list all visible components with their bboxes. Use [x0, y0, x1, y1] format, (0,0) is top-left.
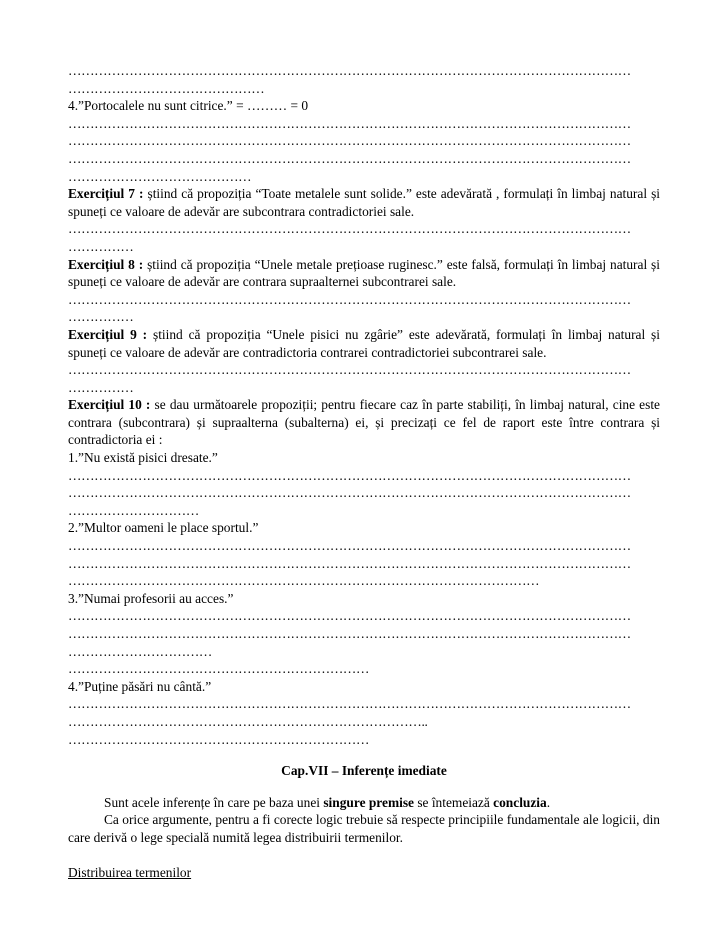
principles-paragraph: Ca orice argumente, pentru a fi corecte logic trebuie să respecte principiile fundamentale ale logicii, din care derivă o lege specială numită legea distribuirii termenilor.	[68, 812, 660, 845]
exercise-9-text: știind că propoziția “Unele pisici nu zgârie” este adevărată, formulați în limbaj natural și spuneți ce valoare de adevăr are contradictoria contrarei contradictoriei subcontrarei sale.	[68, 326, 660, 360]
answer-line: ……………	[68, 238, 134, 254]
exercise-item: 4.”Puține păsări nu cântă.”	[68, 678, 212, 694]
answer-line: ………………………………………	[68, 80, 265, 96]
answer-line: …………………………………………………………………………………………………………………	[68, 626, 631, 641]
answer-line: …………………………………………………………………………………………………………………	[68, 115, 631, 131]
answer-line: …………………………………………………………………………………………………………………	[68, 467, 631, 483]
exercise-item: 4.”Portocalele nu sunt citrice.” = ……… = 0	[68, 98, 309, 114]
exercise-9-label: Exercițiul 9 :	[68, 326, 148, 342]
answer-line: …………………………………………………………………………………………………………………	[68, 608, 631, 624]
exercise-8-label: Exercițiul 8 :	[68, 256, 144, 272]
answer-line: …………………………………………………………………………………………………………………	[68, 538, 631, 554]
emphasis-premise: singure premise	[323, 794, 414, 810]
answer-line: ………………………………………………………………………..	[68, 713, 428, 729]
answer-line: ………………………………………………………………………………………………	[68, 573, 540, 589]
answer-line: ……………	[68, 379, 134, 395]
paragraph-text: .	[546, 794, 551, 810]
answer-line: …………………………………………………………………………………………………………………	[68, 291, 631, 307]
exercise-7-text: știind că propoziția “Toate metalele sunt solide.” este adevărată , formulați în limbaj natural și spuneți ce valoare de adevăr are subcontrara contradictoriei sale.	[68, 186, 660, 219]
answer-line: …………………………………………………………………………………………………………………	[68, 555, 631, 571]
exercise-7-label: Exercițiul 7 :	[68, 186, 144, 202]
paragraph-text: se întemeiază	[413, 794, 494, 810]
answer-line: …………………………………………………………………………………………………………………	[68, 221, 631, 237]
answer-line: …………………………	[68, 502, 199, 518]
answer-line: ……………………………………………………………	[68, 731, 370, 747]
intro-paragraph	[68, 794, 660, 812]
answer-line: ……………	[68, 309, 134, 325]
answer-line: …………………………………………………………………………………………………………………	[68, 485, 631, 501]
answer-line: …………………………………………………………………………………………………………………	[68, 696, 631, 712]
exercise-10-label: Exercițiul 10 :	[68, 397, 151, 413]
exercise-10	[68, 396, 660, 449]
exercise-10-text: se dau următoarele propoziții; pentru fiecare caz în parte stabiliți, în limbaj natural, cine este contrara (subcontrara) și supraalterna (subalterna) ei, și precizați ce fel de raport este între contrara și contradictoria ei :	[68, 397, 661, 448]
exercise-item: 2.”Multor oameni le place sportul.”	[68, 520, 259, 536]
answer-line: ……………………………………	[68, 168, 252, 184]
paragraph-text: Sunt acele inferențe în care pe baza unei	[104, 794, 324, 810]
exercise-item: 1.”Nu există pisici dresate.”	[68, 450, 218, 466]
exercise-8	[68, 256, 660, 291]
section-heading: Distribuirea termenilor	[68, 865, 192, 881]
emphasis-conclusion: concluzia	[493, 794, 547, 810]
answer-line: …………………………………………………………………………………………………………………	[68, 150, 631, 166]
answer-line: ……………………………………………………………	[68, 661, 370, 677]
answer-line: …………………………………………………………………………………………………………………	[68, 63, 631, 78]
answer-line: …………………………………………………………………………………………………………………	[68, 362, 631, 378]
answer-line: ……………………………	[68, 643, 212, 659]
exercise-9	[68, 326, 660, 361]
exercise-7	[68, 185, 660, 220]
exercise-8-text: știind că propoziția “Unele metale prețioase ruginesc.” este falsă, formulați în limbaj natural și spuneți ce valoare de adevăr are contrara supraalternei subcontrarei sale.	[68, 256, 660, 290]
answer-line: …………………………………………………………………………………………………………………	[68, 133, 631, 149]
chapter-title: Cap.VII – Inferențe imediate	[281, 763, 447, 779]
exercise-item: 3.”Numai profesorii au acces.”	[68, 590, 234, 606]
